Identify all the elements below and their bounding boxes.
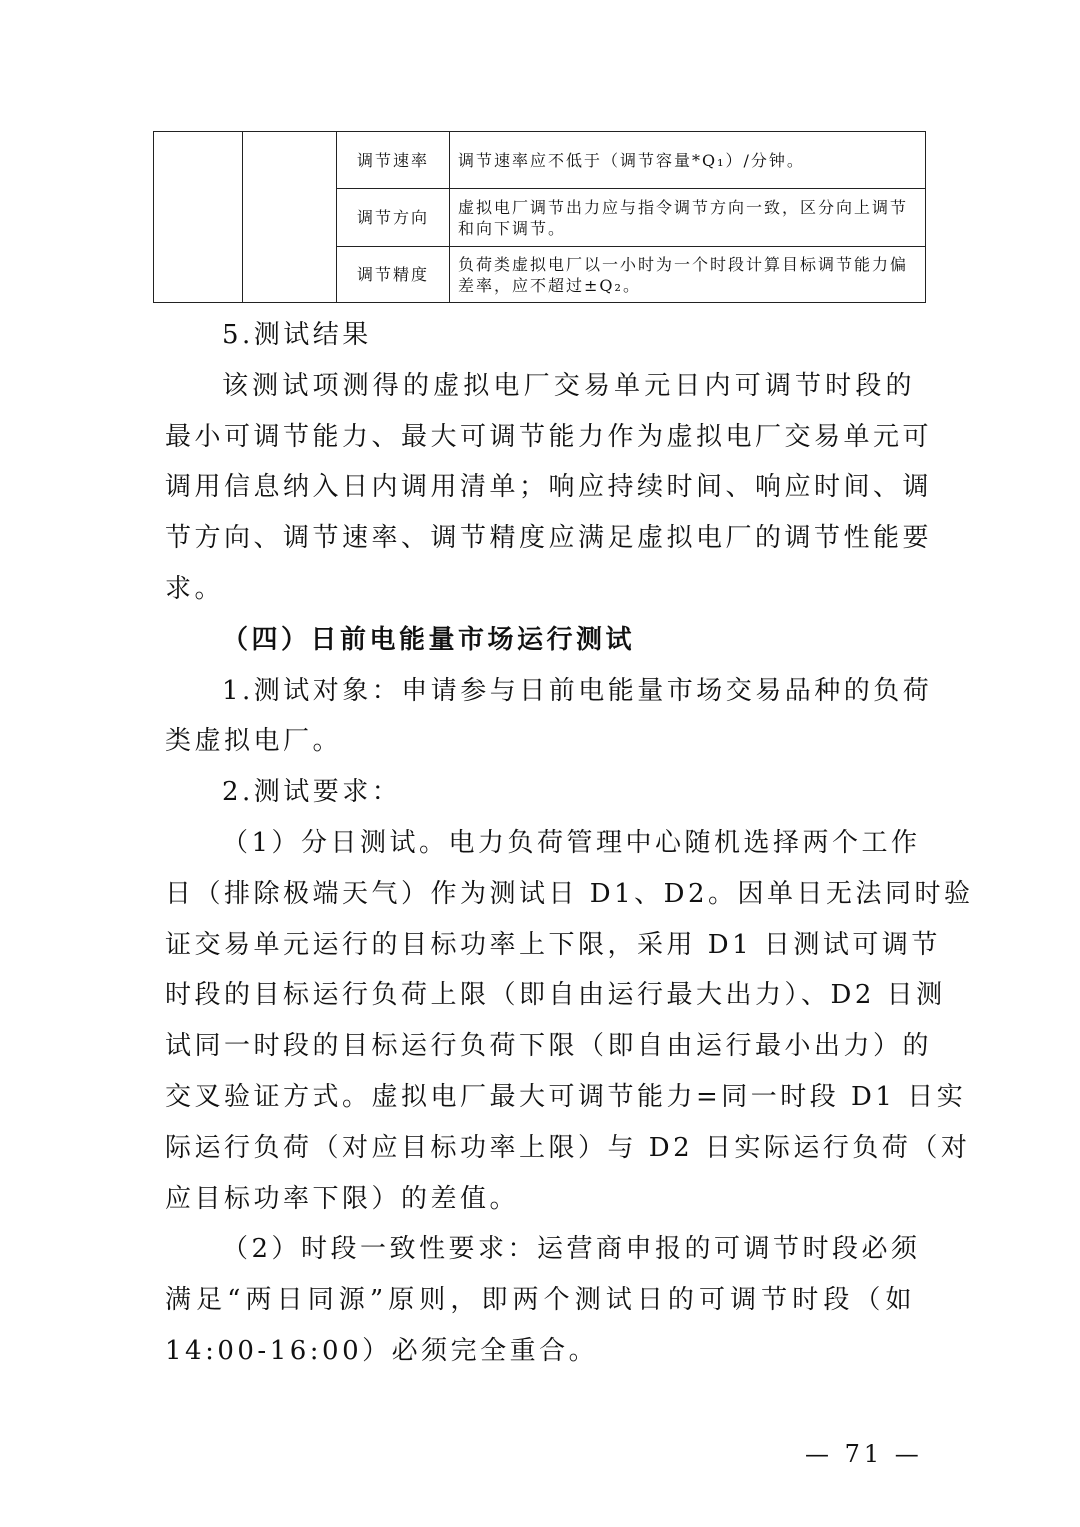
empty-cell xyxy=(154,132,243,303)
text-line: （四）日前电能量市场运行测试 xyxy=(222,624,636,655)
requirements-table xyxy=(153,131,926,303)
item-requirement: 调节速率应不低于（调节容量*Q₁）/分钟。 xyxy=(450,132,926,189)
text-line: 日（排除极端天气）作为测试日 D1、D2。因单日无法同时验 xyxy=(165,878,974,909)
text-line: 类虚拟电厂。 xyxy=(165,726,343,757)
paragraph xyxy=(165,666,933,768)
item-requirement: 虚拟电厂调节出力应与指令调节方向一致，区分向上调节和向下调节。 xyxy=(450,189,926,247)
text-line: 1.测试对象：申请参与日前电能量市场交易品种的负荷 xyxy=(222,675,933,706)
text-line: 5.测试结果 xyxy=(222,320,372,350)
empty-cell xyxy=(243,132,337,303)
text-line: 满足“两日同源”原则，即两个测试日的可调节时段（如 xyxy=(165,1285,915,1316)
text-line: 2.测试要求： xyxy=(222,777,402,808)
text-line: 证交易单元运行的目标功率上下限，采用 D1 日测试可调节 xyxy=(165,929,941,960)
item-label: 调节精度 xyxy=(337,247,450,303)
document-body xyxy=(165,310,974,1377)
text-line: （1）分日测试。电力负荷管理中心随机选择两个工作 xyxy=(222,827,921,858)
item-requirement: 负荷类虚拟电厂以一小时为一个时段计算目标调节能力偏差率，应不超过±Q₂。 xyxy=(450,247,926,303)
paragraph xyxy=(165,361,933,615)
item-label: 调节方向 xyxy=(337,189,450,247)
text-line: 交叉验证方式。虚拟电厂最大可调节能力=同一时段 D1 日实 xyxy=(165,1081,967,1112)
text-line: 调用信息纳入日内调用清单；响应持续时间、响应时间、调 xyxy=(165,472,933,503)
section-heading xyxy=(165,615,915,666)
table-row xyxy=(154,132,926,189)
paragraph xyxy=(165,818,974,1224)
text-line: 应目标功率下限）的差值。 xyxy=(165,1183,520,1214)
text-line: （2）时段一致性要求：运营商申报的可调节时段必须 xyxy=(222,1234,921,1265)
item-label: 调节速率 xyxy=(337,132,450,189)
text-line: 际运行负荷（对应目标功率上限）与 D2 日实际运行负荷（对 xyxy=(165,1132,971,1163)
text-line: 时段的目标运行负荷上限（即自由运行最大出力）、D2 日测 xyxy=(165,980,946,1011)
text-line: 最小可调节能力、最大可调节能力作为虚拟电厂交易单元可 xyxy=(165,421,933,452)
page-number: — 71 — xyxy=(805,1440,923,1468)
paragraph xyxy=(165,310,915,361)
paragraph xyxy=(165,1224,921,1376)
text-line: 试同一时段的目标运行负荷下限（即自由运行最小出力）的 xyxy=(165,1031,933,1062)
text-line: 求。 xyxy=(165,573,225,604)
text-line: 节方向、调节速率、调节精度应满足虚拟电厂的调节性能要 xyxy=(165,523,933,554)
text-line: 该测试项测得的虚拟电厂交易单元日内可调节时段的 xyxy=(222,370,915,401)
paragraph xyxy=(165,767,915,818)
text-line: 14:00-16:00）必须完全重合。 xyxy=(165,1335,599,1366)
